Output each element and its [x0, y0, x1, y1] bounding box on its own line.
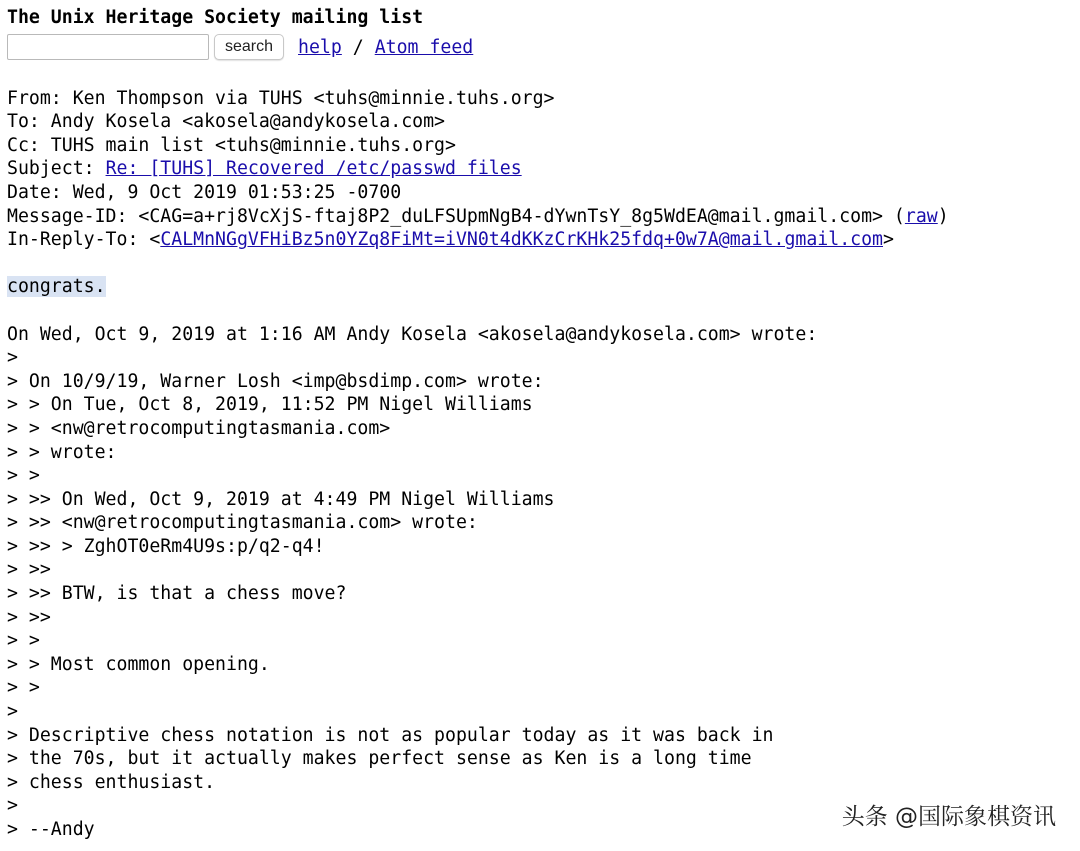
spacer	[7, 299, 1077, 323]
body-line: On Wed, Oct 9, 2019 at 1:16 AM Andy Kosela <akosela@andykosela.com> wrote:	[7, 323, 818, 345]
search-bar	[7, 31, 1077, 63]
body-line: > --Andy	[7, 819, 95, 840]
selected-text: congrats.	[7, 276, 106, 298]
header-to: To: Andy Kosela <akosela@andykosela.com>	[7, 111, 445, 133]
help-link[interactable]: help	[298, 36, 342, 58]
body-line: > Descriptive chess notation is not as popular today as it was back in	[7, 724, 774, 746]
body-line: > the 70s, but it actually makes perfect sense as Ken is a long time	[7, 748, 752, 770]
body-line: > chess enthusiast.	[7, 771, 216, 793]
message-body-first-line	[7, 275, 1077, 299]
body-line: > >>	[7, 559, 51, 581]
body-line: > >	[7, 630, 40, 652]
header-from: From: Ken Thompson via TUHS <tuhs@minnie.tuhs.org>	[7, 87, 555, 109]
in-reply-to-close: >	[883, 229, 894, 251]
body-line: > >	[7, 465, 40, 487]
body-line: > > wrote:	[7, 441, 117, 463]
message-body	[7, 323, 1077, 842]
subject-label: Subject:	[7, 158, 106, 180]
body-line: > >> <nw@retrocomputingtasmania.com> wrote:	[7, 512, 478, 534]
in-reply-to-label: In-Reply-To: <	[7, 229, 161, 251]
body-line: > On 10/9/19, Warner Losh <imp@bsdimp.com> wrote:	[7, 370, 544, 392]
subject-link[interactable]: Re: [TUHS] Recovered /etc/passwd files	[105, 158, 522, 180]
header-date: Date: Wed, 9 Oct 2019 01:53:25 -0700	[7, 181, 402, 203]
search-input[interactable]	[7, 34, 209, 60]
header-links	[298, 37, 473, 58]
in-reply-to-link[interactable]: CALMnNGgVFHiBz5n0YZq8FiMt=iVN0t4dKKzCrKHk25fdq+0w7A@mail.gmail.com	[160, 229, 883, 251]
spacer	[7, 63, 1077, 87]
header-message-id	[7, 205, 1077, 229]
body-line: > > Most common opening.	[7, 653, 270, 675]
header-cc: Cc: TUHS main list <tuhs@minnie.tuhs.org>	[7, 134, 456, 156]
body-line: > >	[7, 677, 40, 699]
body-line: >	[7, 347, 18, 369]
link-separator: /	[341, 36, 375, 58]
mail-page	[7, 6, 1077, 842]
message-id-close: )	[937, 205, 949, 227]
body-line: > > <nw@retrocomputingtasmania.com>	[7, 417, 391, 439]
watermark: 头条 @国际象棋资讯	[841, 804, 1056, 830]
spacer	[7, 252, 1077, 276]
raw-link[interactable]: raw	[904, 205, 938, 227]
body-line: > > On Tue, Oct 8, 2019, 11:52 PM Nigel Williams	[7, 394, 533, 416]
header-subject	[7, 157, 1077, 181]
body-line: > >> On Wed, Oct 9, 2019 at 4:49 PM Nigel Williams	[7, 488, 555, 510]
body-line: >	[7, 701, 18, 723]
message-id-text: Message-ID: <CAG=a+rj8VcXjS-ftaj8P2_duLFSUpmNgB4-dYwnTsY_8g5WdEA@mail.gmail.com> (	[7, 205, 905, 227]
page-title: The Unix Heritage Society mailing list	[7, 7, 424, 28]
header-in-reply-to	[7, 228, 1077, 252]
atom-feed-link[interactable]: Atom feed	[374, 36, 474, 58]
body-line: > >> BTW, is that a chess move?	[7, 583, 347, 605]
body-line: > >> > ZghOT0eRm4U9s:p/q2-q4!	[7, 535, 325, 557]
message-headers	[7, 87, 1077, 252]
body-line: >	[7, 795, 18, 817]
search-button[interactable]: search	[214, 34, 284, 60]
body-line: > >>	[7, 606, 51, 628]
